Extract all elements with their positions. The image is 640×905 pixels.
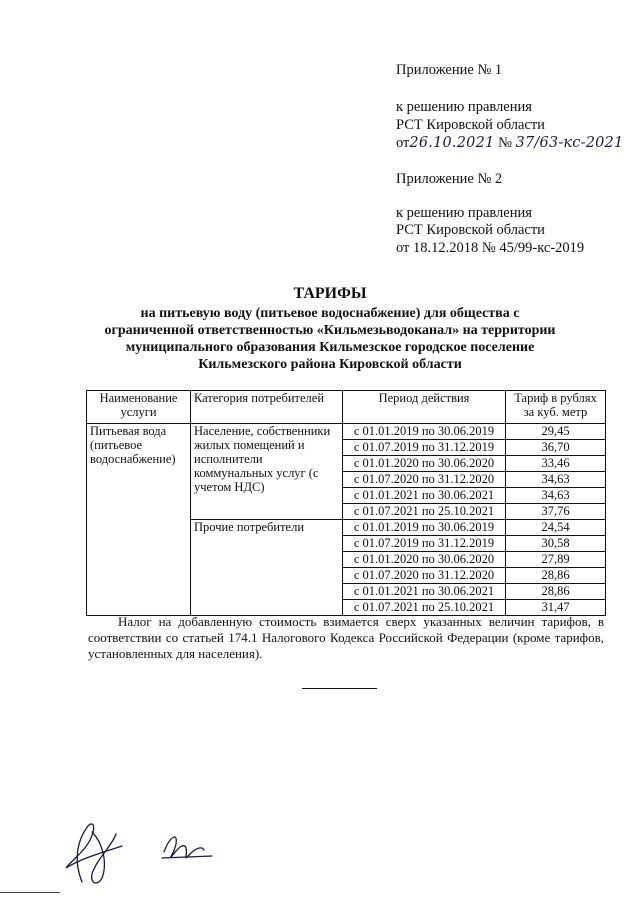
period-cell: с 01.07.2019 по 31.12.2019 [343, 536, 506, 552]
heading-line1: на питьевую воду (питьевое водоснабжение) для общества с [140, 306, 520, 321]
rate-cell: 31,47 [506, 600, 606, 616]
period-cell: с 01.07.2020 по 31.12.2020 [343, 568, 506, 584]
tax-note: Налог на добавленную стоимость взимается сверх указанных величин тарифов, в соответствии со статьей 174.1 Налогового Кодекса Российской Федерации (кроме тарифов, установленных для населения). [88, 614, 604, 661]
rate-cell: 37,76 [506, 504, 606, 520]
appendix2-line2: РСТ Кировской области [396, 222, 545, 238]
rate-cell: 34,63 [506, 488, 606, 504]
period-cell: с 01.07.2020 по 31.12.2020 [343, 472, 506, 488]
period-cell: с 01.07.2019 по 31.12.2019 [343, 440, 506, 456]
rate-cell: 36,70 [506, 440, 606, 456]
document-title: ТАРИФЫ [293, 285, 367, 302]
margin-line [0, 892, 60, 893]
appendix2-title: Приложение № 2 [396, 171, 503, 187]
header-category: Категория потребителей [191, 391, 343, 424]
handwritten-number: 37/63-кс-2021 [515, 135, 624, 151]
period-cell: с 01.07.2021 по 25.10.2021 [343, 600, 506, 616]
category-cell-population: Население, собственники жилых помещений и исполнители коммунальных услуг (с учетом НДС) [191, 424, 343, 520]
rate-cell: 27,89 [506, 552, 606, 568]
number-sign: № [498, 135, 512, 151]
appendix1-line2: РСТ Кировской области [396, 117, 545, 133]
header-rate: Тариф в рублях за куб. метр [506, 391, 606, 424]
rate-cell: 34,63 [506, 472, 606, 488]
header-service: Наименование услуги [87, 391, 191, 424]
handwritten-date: 26.10.2021 [409, 135, 495, 151]
period-cell: с 01.01.2021 по 30.06.2021 [343, 584, 506, 600]
signature-1 [66, 824, 122, 883]
period-cell: с 01.01.2020 по 30.06.2020 [343, 456, 506, 472]
appendix2-line3: от 18.12.2018 № 45/99-кс-2019 [396, 240, 585, 256]
rate-cell: 28,86 [506, 568, 606, 584]
rate-cell: 33,46 [506, 456, 606, 472]
signature-2 [164, 837, 204, 858]
signature-marks [52, 812, 282, 892]
appendix1-line1: к решению правления [396, 99, 532, 115]
rate-cell: 30,58 [506, 536, 606, 552]
heading-line4: Кильмезского района Кировской области [198, 357, 462, 372]
rate-cell: 29,45 [506, 424, 606, 440]
service-cell: Питьевая вода (питьевое водоснабжение) [87, 424, 191, 616]
closing-divider [302, 688, 377, 689]
period-cell: с 01.01.2020 по 30.06.2020 [343, 552, 506, 568]
appendix1-decision-line [396, 135, 623, 152]
header-period: Период действия [343, 391, 506, 424]
period-cell: с 01.01.2021 по 30.06.2021 [343, 488, 506, 504]
appendix1-prefix: от [396, 135, 410, 151]
heading-line2: ограниченной ответственностью «Кильмезьводоканал» на территории [104, 323, 556, 338]
appendix1-title: Приложение № 1 [396, 62, 503, 78]
table-header-row [87, 391, 606, 424]
rate-cell: 24,54 [506, 520, 606, 536]
tariffs-table [86, 390, 606, 616]
table-row [87, 424, 606, 440]
heading-line3: муниципального образования Кильмезское городское поселение [125, 340, 535, 355]
category-cell-other: Прочие потребители [191, 520, 343, 616]
appendix2-line1: к решению правления [396, 205, 532, 221]
period-cell: с 01.07.2021 по 25.10.2021 [343, 504, 506, 520]
rate-cell: 28,86 [506, 584, 606, 600]
period-cell: с 01.01.2019 по 30.06.2019 [343, 424, 506, 440]
period-cell: с 01.01.2019 по 30.06.2019 [343, 520, 506, 536]
